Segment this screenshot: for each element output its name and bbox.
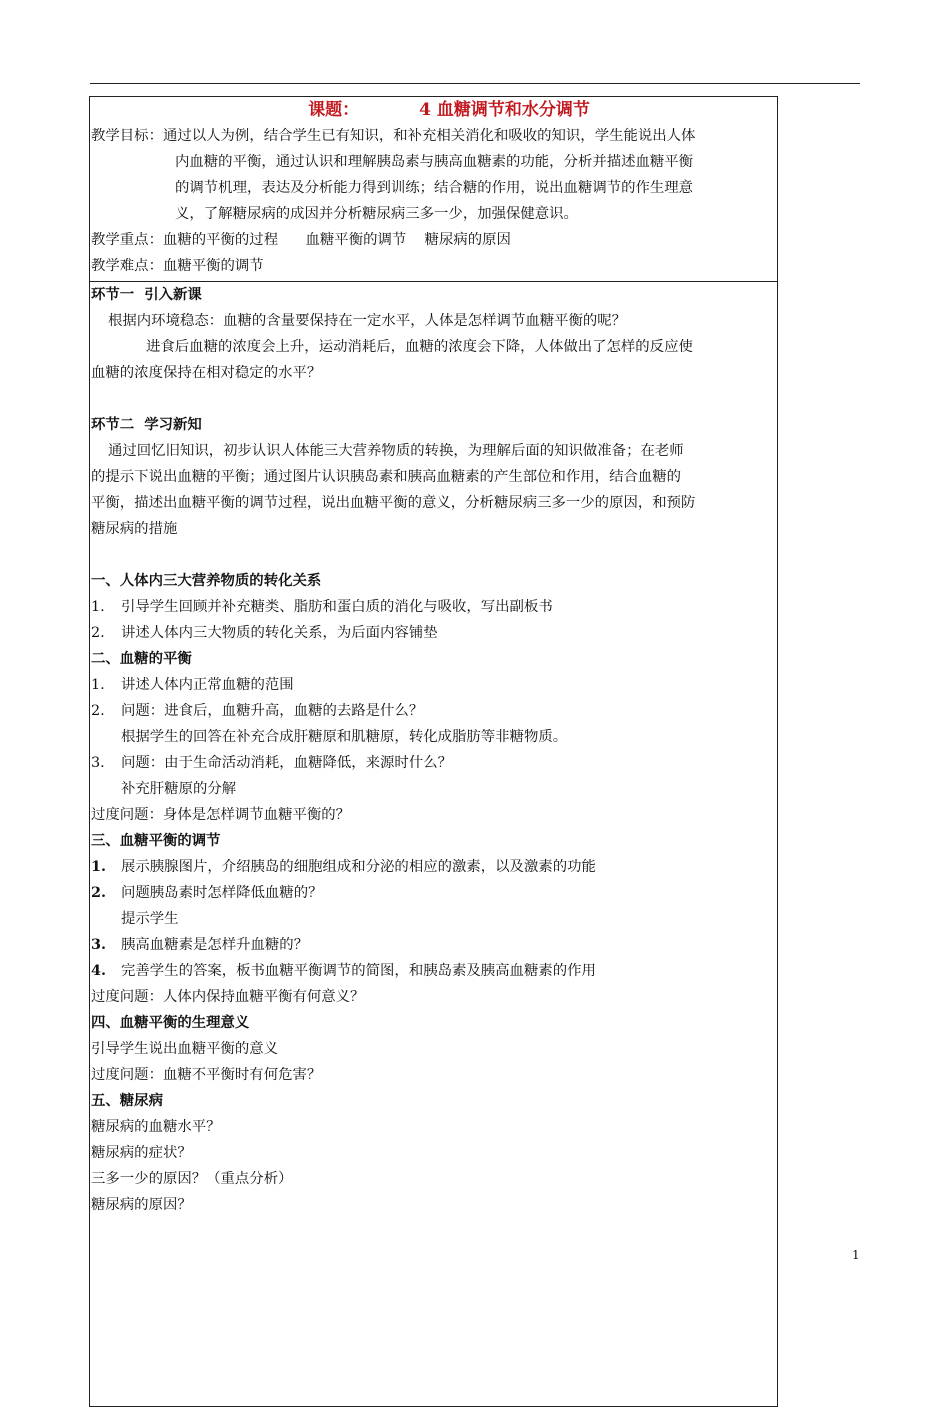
- part3-heading: 三、血糖平衡的调节: [91, 832, 221, 849]
- list-item: 3. 问题：由于生命活动消耗，血糖降低，来源时什么？: [91, 755, 452, 771]
- list-item: 1. 展示胰腺图片，介绍胰岛的细胞组成和分泌的相应的激素，以及激素的功能: [91, 858, 596, 875]
- step1-line-3: 血糖的浓度保持在相对稳定的水平？: [91, 365, 322, 381]
- blank-line: [91, 386, 777, 412]
- key-points: 教学重点：血糖的平衡的过程 血糖平衡的调节 糖尿病的原因: [91, 232, 511, 248]
- part5-line-1: 糖尿病的血糖水平？: [91, 1119, 221, 1135]
- list-item: 2. 问题：进食后，血糖升高，血糖的去路是什么？: [91, 703, 424, 719]
- part4-line-1: 引导学生说出血糖平衡的意义: [91, 1041, 279, 1057]
- part1-heading: 一、人体内三大营养物质的转化关系: [91, 572, 322, 589]
- lesson-plan-table: [89, 96, 778, 1407]
- list-item: 3. 胰高血糖素是怎样升血糖的？: [91, 936, 309, 953]
- process-section: [90, 282, 777, 1406]
- step2-line-4: 糖尿病的措施: [91, 521, 178, 537]
- part5-line-3: 三多一少的原因？（重点分析）: [91, 1171, 293, 1187]
- objectives-line-4: 义，了解糖尿病的成因并分析糖尿病三多一少，加强保健意识。: [175, 206, 578, 222]
- step2-line-1: 通过回忆旧知识，初步认识人体能三大营养物质的转换，为理解后面的知识做准备；在老师: [108, 443, 684, 459]
- objectives-line-1: 教学目标：通过以人为例，结合学生已有知识，和补充相关消化和吸收的知识，学生能说出人体: [91, 128, 696, 144]
- list-item: 2. 讲述人体内三大物质的转化关系，为后面内容铺垫: [91, 625, 438, 641]
- page-number: 1: [852, 1248, 860, 1262]
- list-item: 4. 完善学生的答案，板书血糖平衡调节的简图，和胰岛素及胰高血糖素的作用: [91, 962, 596, 979]
- title-text: 4 血糖调节和水分调节: [419, 100, 590, 120]
- header-rule: [90, 83, 860, 84]
- objectives-section: [90, 97, 777, 282]
- part5-heading: 五、糖尿病: [91, 1092, 163, 1109]
- list-item: 1. 讲述人体内正常血糖的范围: [91, 677, 294, 693]
- part2-heading: 二、血糖的平衡: [91, 650, 192, 667]
- objectives-line-2: 内血糖的平衡，通过认识和理解胰岛素与胰高血糖素的功能，分析并描述血糖平衡: [175, 154, 694, 170]
- blank-line: [91, 542, 777, 568]
- step1-line-2: 进食后血糖的浓度会上升，运动消耗后，血糖的浓度会下降，人体做出了怎样的反应使: [146, 339, 693, 355]
- difficulty: 教学难点：血糖平衡的调节: [91, 258, 264, 274]
- list-item: 提示学生: [121, 911, 179, 927]
- step1-heading: 环节一 引入新课: [91, 286, 202, 303]
- part5-line-4: 糖尿病的原因？: [91, 1197, 192, 1213]
- step1-line-1: 根据内环境稳态：血糖的含量要保持在一定水平，人体是怎样调节血糖平衡的呢？: [108, 313, 627, 329]
- step2-heading: 环节二 学习新知: [91, 416, 202, 433]
- list-item: 补充肝糖原的分解: [121, 781, 237, 797]
- objectives-line-3: 的调节机理，表达及分析能力得到训练；结合糖的作用，说出血糖调节的作生理意: [175, 180, 694, 196]
- title-prefix: 课题：: [308, 100, 360, 120]
- lesson-title: [91, 97, 777, 123]
- step2-line-2: 的提示下说出血糖的平衡；通过图片认识胰岛素和胰高血糖素的产生部位和作用，结合血糖的: [91, 469, 682, 485]
- list-item: 根据学生的回答在补充合成肝糖原和肌糖原，转化成脂肪等非糖物质。: [121, 729, 568, 745]
- part3-transition: 过度问题：人体内保持血糖平衡有何意义？: [91, 989, 365, 1005]
- part4-heading: 四、血糖平衡的生理意义: [91, 1014, 250, 1031]
- objectives-label: 教学目标：: [91, 128, 163, 144]
- part4-line-2: 过度问题：血糖不平衡时有何危害？: [91, 1067, 322, 1083]
- part5-line-2: 糖尿病的症状？: [91, 1145, 192, 1161]
- step2-line-3: 平衡，描述出血糖平衡的调节过程，说出血糖平衡的意义，分析糖尿病三多一少的原因，和预防: [91, 495, 696, 511]
- list-item: 2. 问题胰岛素时怎样降低血糖的？: [91, 884, 323, 901]
- part2-transition: 过度问题：身体是怎样调节血糖平衡的？: [91, 807, 351, 823]
- list-item: 1. 引导学生回顾并补充糖类、脂肪和蛋白质的消化与吸收，写出副板书: [91, 599, 553, 615]
